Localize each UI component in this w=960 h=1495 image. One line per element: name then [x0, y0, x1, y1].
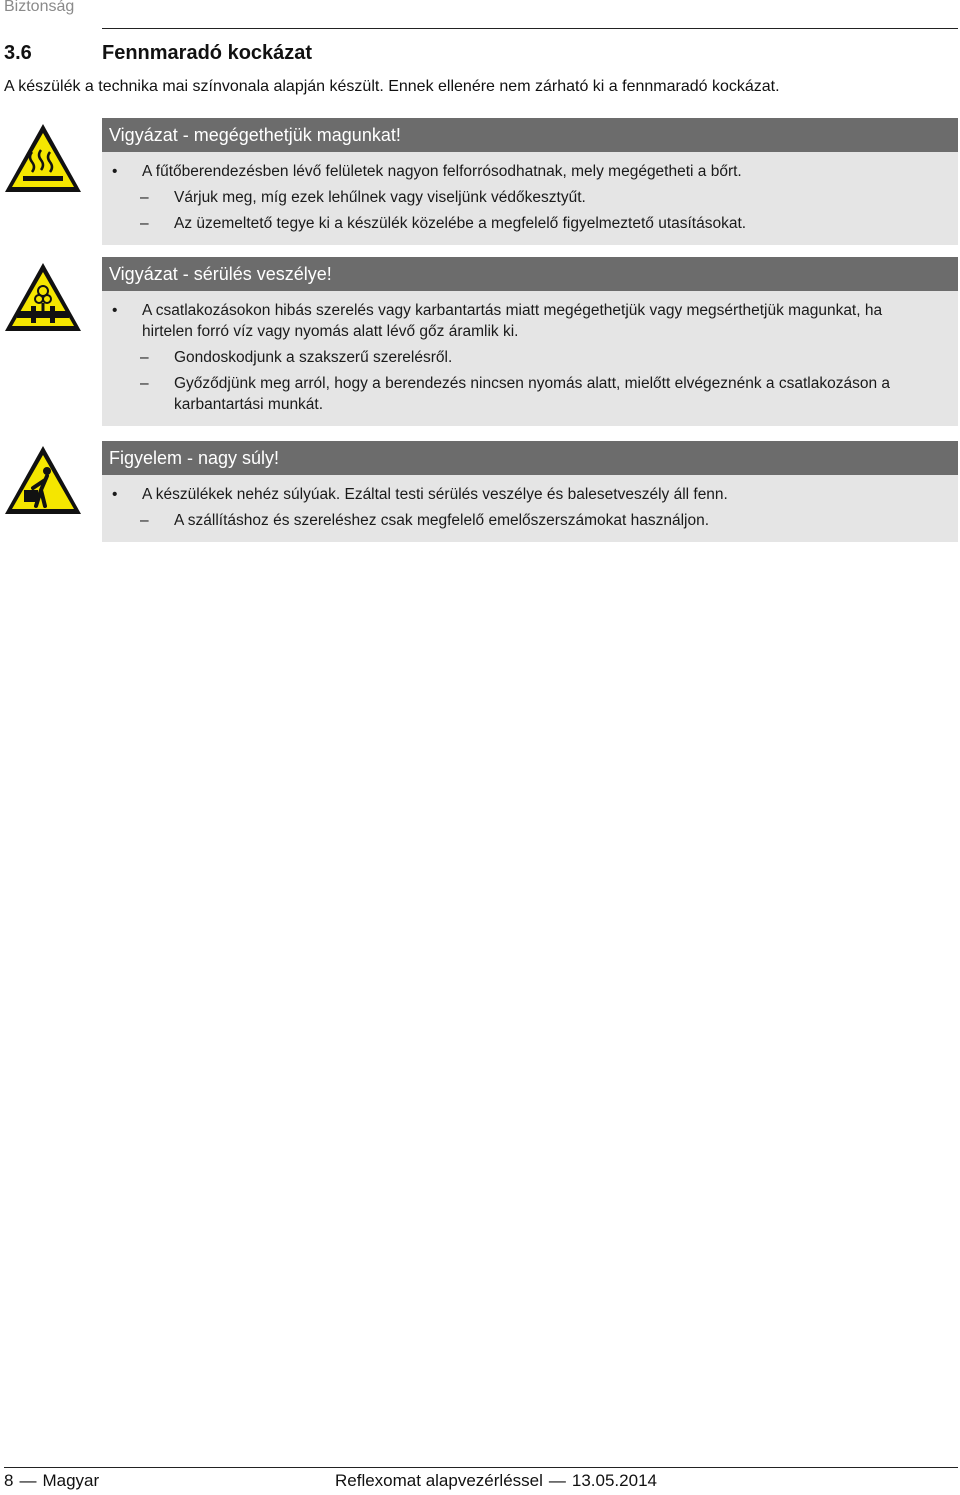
list-item [102, 161, 958, 182]
warning-body [102, 291, 958, 426]
dash-mark: – [140, 215, 149, 232]
section-heading [4, 42, 312, 65]
list-item [102, 484, 958, 505]
warning-body [102, 152, 958, 245]
heavy-load-warning-icon [3, 444, 83, 516]
list-item-text: Az üzemeltető tegye ki a készülék közelébe a megfelelő figyelmeztető utasításokat. [174, 215, 747, 232]
running-title: Biztonság [4, 0, 75, 15]
bullet-mark: • [112, 302, 118, 319]
footer-separator: — [548, 1471, 566, 1490]
hot-surface-warning-icon [3, 122, 83, 194]
warning-body [102, 475, 958, 542]
warning-title: Vigyázat - megégethetjük magunkat! [102, 118, 958, 152]
warning-box-burn [102, 118, 958, 245]
list-item [102, 373, 958, 415]
footer-divider [4, 1467, 958, 1468]
pressurized-steam-warning-icon [3, 261, 83, 333]
list-item [102, 213, 958, 234]
warning-title: Vigyázat - sérülés veszélye! [102, 257, 958, 291]
warning-title: Figyelem - nagy súly! [102, 441, 958, 475]
list-item-text: Győződjünk meg arról, hogy a berendezés nincsen nyomás alatt, mielőtt elvégeznénk a csatlakozáson a karbantartási munkát. [174, 375, 890, 413]
list-item [102, 510, 958, 531]
footer-separator: — [19, 1471, 37, 1490]
list-item-text: Várjuk meg, míg ezek lehűlnek vagy viseljünk védőkesztyűt. [174, 189, 586, 206]
list-item-text: Gondoskodjunk a szakszerű szerelésről. [174, 349, 453, 366]
bullet-mark: • [112, 486, 118, 503]
header-divider [102, 28, 958, 29]
footer-center [335, 1471, 657, 1491]
list-item-text: A fűtőberendezésben lévő felületek nagyon felforrósodhatnak, mely megégetheti a bőrt. [142, 163, 742, 180]
list-item [102, 187, 958, 208]
list-item [102, 347, 958, 368]
warning-box-injury [102, 257, 958, 426]
section-intro: A készülék a technika mai színvonala alapján készült. Ennek ellenére nem zárható ki a fennmaradó kockázat. [4, 78, 780, 95]
section-title: Fennmaradó kockázat [102, 42, 313, 64]
dash-mark: – [140, 349, 149, 366]
footer-left [4, 1471, 99, 1491]
list-item-text: A szállításhoz és szereléshez csak megfelelő emelőszerszámokat használjon. [174, 512, 710, 529]
section-number: 3.6 [4, 42, 32, 64]
list-item [102, 300, 958, 342]
list-item-text: A készülékek nehéz súlyúak. Ezáltal testi sérülés veszélye és balesetveszély áll fenn. [142, 486, 728, 503]
bullet-mark: • [112, 163, 118, 180]
dash-mark: – [140, 189, 149, 206]
page-number: 8 [4, 1471, 14, 1490]
list-item-text: A csatlakozásokon hibás szerelés vagy karbantartás miatt megégethetjük vagy megsérthetjük magunkat, ha hirtelen forró víz vagy nyomás alatt lévő gőz áramlik ki. [142, 302, 883, 340]
dash-mark: – [140, 512, 149, 529]
footer-language: Magyar [42, 1471, 100, 1490]
footer-date: 13.05.2014 [571, 1471, 657, 1490]
dash-mark: – [140, 375, 149, 392]
warning-box-heavy-weight [102, 441, 958, 542]
footer-doc-title: Reflexomat alapvezérléssel [335, 1471, 543, 1490]
